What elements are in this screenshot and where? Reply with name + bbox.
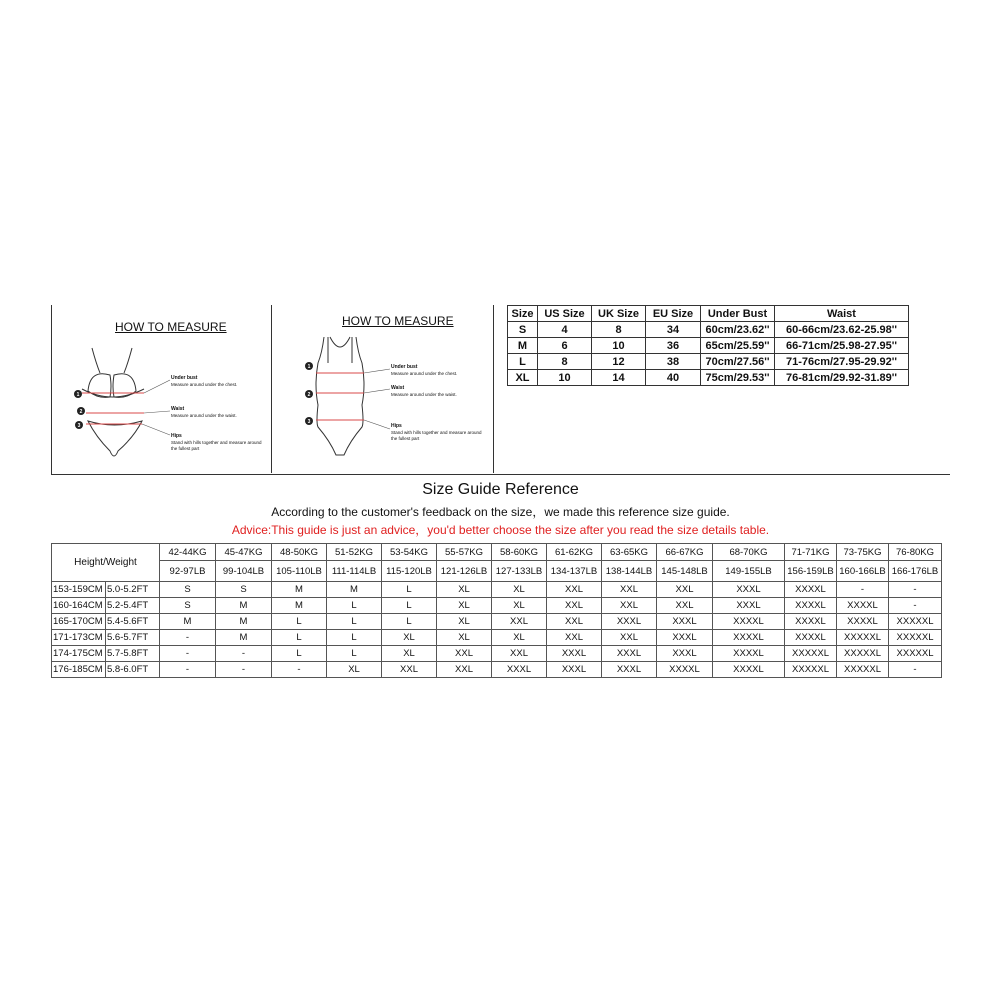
size-cell: XL: [437, 598, 492, 614]
header-cell: Size: [508, 306, 538, 322]
lb-cell: 138-144LB: [602, 561, 657, 582]
lb-cell: 99-104LB: [216, 561, 272, 582]
callout-under-bust-title: Under bust: [391, 364, 418, 370]
kg-cell: 48-50KG: [272, 544, 327, 561]
table-cell: XL: [508, 370, 538, 386]
height-ft-cell: 5.6-5.7FT: [106, 630, 160, 646]
size-cell: XXXXXL: [837, 662, 889, 678]
header-cell: US Size: [538, 306, 592, 322]
size-cell: XXXXXL: [837, 646, 889, 662]
table-cell: 8: [538, 354, 592, 370]
size-cell: XXL: [382, 662, 437, 678]
size-cell: XXL: [547, 630, 602, 646]
height-cm-cell: 176-185CM: [52, 662, 106, 678]
marker-label: 1: [76, 392, 80, 398]
height-ft-cell: 5.7-5.8FT: [106, 646, 160, 662]
height-ft-cell: 5.8-6.0FT: [106, 662, 160, 678]
size-cell: XL: [382, 646, 437, 662]
size-cell: L: [272, 646, 327, 662]
reference-table: [51, 543, 942, 678]
kg-cell: 68-70KG: [713, 544, 785, 561]
table-cell: 65cm/25.59'': [701, 338, 775, 354]
kg-cell: 66-67KG: [657, 544, 713, 561]
size-cell: -: [216, 646, 272, 662]
lb-cell: 134-137LB: [547, 561, 602, 582]
size-cell: XL: [382, 630, 437, 646]
size-cell: XL: [492, 582, 547, 598]
kg-row: [52, 544, 942, 561]
marker-label: 1: [307, 364, 311, 370]
size-cell: -: [837, 582, 889, 598]
table-cell: 66-71cm/25.98-27.95'': [775, 338, 909, 354]
size-cell: XXXL: [602, 662, 657, 678]
size-cell: -: [160, 662, 216, 678]
size-cell: XXL: [437, 646, 492, 662]
height-ft-cell: 5.0-5.2FT: [106, 582, 160, 598]
kg-cell: 61-62KG: [547, 544, 602, 561]
kg-cell: 45-47KG: [216, 544, 272, 561]
size-cell: XXXL: [657, 614, 713, 630]
table-cell: L: [508, 354, 538, 370]
size-cell: M: [216, 630, 272, 646]
callout-hips-title: Hips: [171, 433, 182, 439]
size-cell: XXXL: [602, 646, 657, 662]
size-cell: XXL: [602, 598, 657, 614]
table-row: [52, 630, 942, 646]
reference-rows: [52, 582, 942, 678]
table-cell: 71-76cm/27.95-29.92'': [775, 354, 909, 370]
size-cell: XXL: [657, 582, 713, 598]
guide-subtitle: According to the customer's feedback on the size，we made this reference size guide.: [271, 505, 730, 519]
size-cell: XXXXL: [837, 614, 889, 630]
table-row: [52, 646, 942, 662]
callout-waist-title: Waist: [391, 385, 405, 391]
size-cell: XXXXXL: [785, 662, 837, 678]
kg-cell: 63-65KG: [602, 544, 657, 561]
kg-cell: 73-75KG: [837, 544, 889, 561]
guide-title: Size Guide Reference: [422, 481, 579, 498]
lb-cell: 145-148LB: [657, 561, 713, 582]
corner-label: Height/Weight: [52, 544, 160, 582]
height-cm-cell: 153-159CM: [52, 582, 106, 598]
size-cell: XXXXXL: [837, 630, 889, 646]
size-cell: XXL: [602, 582, 657, 598]
size-cell: XXXXXL: [889, 646, 942, 662]
table-cell: 14: [592, 370, 646, 386]
kg-cell: 71-71KG: [785, 544, 837, 561]
size-cell: M: [327, 582, 382, 598]
size-cell: XXXXL: [713, 614, 785, 630]
size-cell: XXXXL: [785, 582, 837, 598]
lb-cell: 121-126LB: [437, 561, 492, 582]
table-row: [508, 338, 909, 354]
callout-waist-desc: Measure around under the waist.: [391, 392, 457, 397]
table-row: [52, 598, 942, 614]
size-cell: XXXXXL: [785, 646, 837, 662]
size-cell: XXXL: [657, 630, 713, 646]
table-row: [508, 370, 909, 386]
kg-cell: 53-54KG: [382, 544, 437, 561]
size-cell: M: [272, 598, 327, 614]
header-cell: Waist: [775, 306, 909, 322]
lb-cell: 127-133LB: [492, 561, 547, 582]
size-cell: L: [382, 598, 437, 614]
callout-under-bust-desc: Measure around under the chest.: [391, 371, 458, 376]
size-cell: XXL: [492, 614, 547, 630]
lb-cell: 160-166LB: [837, 561, 889, 582]
size-cell: -: [160, 630, 216, 646]
kg-cell: 58-60KG: [492, 544, 547, 561]
size-cell: M: [272, 582, 327, 598]
size-cell: XL: [492, 598, 547, 614]
size-cell: XXXL: [657, 646, 713, 662]
kg-cell: 55-57KG: [437, 544, 492, 561]
size-cell: -: [889, 598, 942, 614]
table-row: [52, 662, 942, 678]
height-cm-cell: 160-164CM: [52, 598, 106, 614]
size-cell: L: [382, 582, 437, 598]
table-cell: 76-81cm/29.92-31.89'': [775, 370, 909, 386]
size-cell: XL: [327, 662, 382, 678]
table-cell: 10: [538, 370, 592, 386]
size-cell: XXL: [547, 614, 602, 630]
size-cell: XXXXL: [657, 662, 713, 678]
measure-title: HOW TO MEASURE: [342, 314, 454, 328]
size-cell: XXXXXL: [889, 630, 942, 646]
table-cell: 34: [646, 322, 701, 338]
table-cell: 60cm/23.62'': [701, 322, 775, 338]
size-table: [507, 305, 909, 386]
height-ft-cell: 5.4-5.6FT: [106, 614, 160, 630]
table-cell: 8: [592, 322, 646, 338]
lb-cell: 149-155LB: [713, 561, 785, 582]
size-cell: L: [327, 614, 382, 630]
size-cell: XXXXL: [713, 662, 785, 678]
kg-cell: 76-80KG: [889, 544, 942, 561]
size-cell: S: [160, 582, 216, 598]
size-cell: XXXXL: [713, 646, 785, 662]
header-cell: Under Bust: [701, 306, 775, 322]
size-cell: -: [889, 582, 942, 598]
header-cell: EU Size: [646, 306, 701, 322]
size-cell: M: [216, 598, 272, 614]
size-cell: -: [889, 662, 942, 678]
lb-cell: 156-159LB: [785, 561, 837, 582]
size-cell: XXXL: [713, 582, 785, 598]
size-cell: M: [160, 614, 216, 630]
table-cell: 70cm/27.56'': [701, 354, 775, 370]
table-cell: 36: [646, 338, 701, 354]
height-ft-cell: 5.2-5.4FT: [106, 598, 160, 614]
lb-row: [52, 561, 942, 582]
size-cell: XXL: [437, 662, 492, 678]
marker-label: 2: [79, 409, 83, 415]
height-cm-cell: 171-173CM: [52, 630, 106, 646]
table-cell: 40: [646, 370, 701, 386]
size-cell: XXXXL: [785, 614, 837, 630]
size-cell: -: [272, 662, 327, 678]
size-cell: XXL: [602, 630, 657, 646]
size-cell: XXXXL: [837, 598, 889, 614]
size-cell: XL: [437, 630, 492, 646]
callout-under-bust-title: Under bust: [171, 375, 198, 381]
marker-label: 2: [307, 392, 311, 398]
size-cell: XXXL: [602, 614, 657, 630]
lb-cell: 111-114LB: [327, 561, 382, 582]
divider: [493, 305, 494, 473]
size-cell: XXXL: [547, 662, 602, 678]
size-table-header: [508, 306, 909, 322]
height-cm-cell: 174-175CM: [52, 646, 106, 662]
callout-under-bust-desc: Measure around under the chest.: [171, 382, 238, 387]
callout-waist-title: Waist: [171, 406, 185, 412]
table-cell: 12: [592, 354, 646, 370]
table-cell: 60-66cm/23.62-25.98'': [775, 322, 909, 338]
size-cell: XXL: [492, 646, 547, 662]
size-cell: S: [216, 582, 272, 598]
table-cell: 38: [646, 354, 701, 370]
size-cell: L: [272, 614, 327, 630]
size-cell: -: [160, 646, 216, 662]
callout-hips-title: Hips: [391, 423, 402, 429]
size-cell: XXL: [657, 598, 713, 614]
measure-panel-one-piece: [272, 305, 493, 473]
size-cell: XXL: [547, 582, 602, 598]
size-cell: XXXXL: [785, 630, 837, 646]
table-row: [508, 322, 909, 338]
size-cell: XL: [437, 614, 492, 630]
size-cell: L: [327, 646, 382, 662]
table-cell: 6: [538, 338, 592, 354]
size-cell: S: [160, 598, 216, 614]
header-cell: UK Size: [592, 306, 646, 322]
marker-label: 3: [77, 423, 81, 429]
measure-title: HOW TO MEASURE: [115, 320, 227, 334]
size-cell: M: [216, 614, 272, 630]
size-cell: L: [382, 614, 437, 630]
size-cell: L: [327, 598, 382, 614]
table-cell: 75cm/29.53'': [701, 370, 775, 386]
table-cell: S: [508, 322, 538, 338]
height-cm-cell: 165-170CM: [52, 614, 106, 630]
guide-header: [51, 475, 950, 543]
size-cell: XXL: [547, 598, 602, 614]
size-cell: XXXL: [547, 646, 602, 662]
lb-cell: 92-97LB: [160, 561, 216, 582]
size-cell: -: [216, 662, 272, 678]
measure-panel-bikini: [52, 305, 271, 473]
lb-cell: 166-176LB: [889, 561, 942, 582]
callout-hips-desc: Stand with hills together and measure around the fullest part: [171, 440, 262, 451]
size-cell: XXXL: [492, 662, 547, 678]
table-row: [508, 354, 909, 370]
table-cell: 10: [592, 338, 646, 354]
table-cell: M: [508, 338, 538, 354]
one-piece-illustration: [272, 305, 493, 473]
lb-cell: 115-120LB: [382, 561, 437, 582]
lb-cell: 105-110LB: [272, 561, 327, 582]
size-cell: XXXXXL: [889, 614, 942, 630]
guide-advice: Advice:This guide is just an advice，you'd better choose the size after you read the size details table.: [231, 523, 770, 537]
size-cell: XL: [492, 630, 547, 646]
table-row: [52, 582, 942, 598]
size-cell: L: [327, 630, 382, 646]
callout-hips-desc: Stand with hills together and measure around the fullest part: [391, 430, 482, 441]
kg-cell: 51-52KG: [327, 544, 382, 561]
size-cell: L: [272, 630, 327, 646]
size-cell: XXXXL: [785, 598, 837, 614]
table-row: [52, 614, 942, 630]
size-cell: XL: [437, 582, 492, 598]
marker-label: 3: [307, 419, 311, 425]
table-cell: 4: [538, 322, 592, 338]
size-cell: XXXL: [713, 598, 785, 614]
kg-cell: 42-44KG: [160, 544, 216, 561]
size-cell: XXXXL: [713, 630, 785, 646]
callout-waist-desc: Measure around under the waist.: [171, 413, 237, 418]
